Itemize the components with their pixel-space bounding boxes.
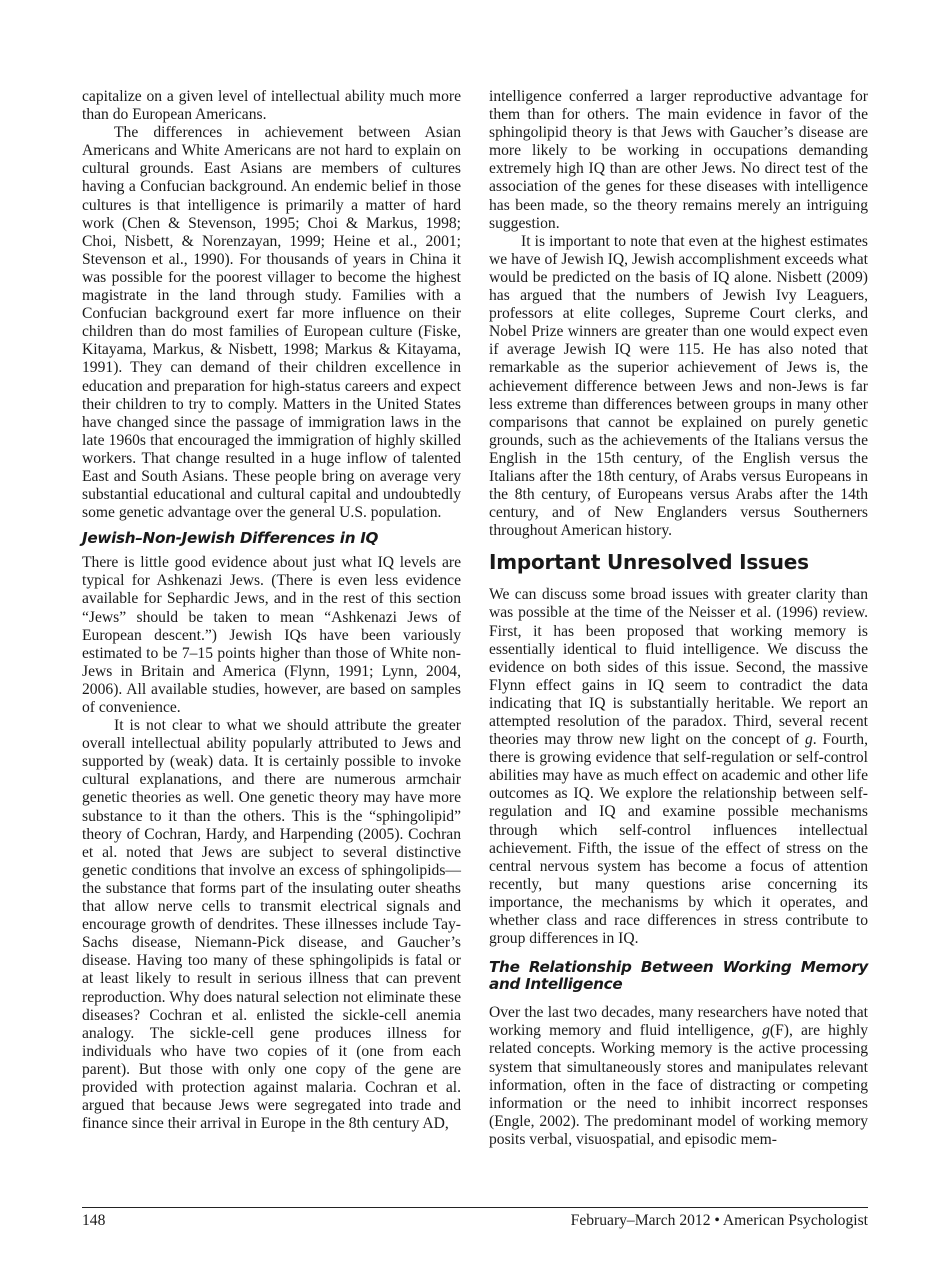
- body-paragraph: It is not clear to what we should attribute the greater overall intellectual ability popularly attributed to Jews and supported by (weak) data. It is certainly possible to invoke cultural explanations, and there are numerous armchair genetic theories as well. One genetic theory may have more substance to it than the others. This is the “sphingolipid” theory of Cochran, Hardy, and Harpending (2005). Cochran et al. noted that Jews are subject to several distinctive genetic conditions that involve an excess of sphingolipids—the substance that forms part of the insulating outer sheaths that allow nerve cells to transmit electrical signals and encourage growth of dendrites. These illnesses include Tay-Sachs disease, Niemann-Pick disease, and Gaucher’s disease. Having too many of these sphingolipids is fatal or at least likely to result in serious illness that can prevent reproduction. Why does natural selection not eliminate these diseases? Cochran et al. enlisted the sickle-cell anemia analogy. The sickle-cell gene produces illness for individuals who have two copies of it (one from each parent). But those with only one copy of the gene are provided with protection against malaria. Cochran et al. argued that because Jews were segregated into trade and finance since their arrival in Europe in the 8th century AD,: [82, 717, 461, 1133]
- journal-reference: February–March 2012 • American Psychologist: [570, 1212, 868, 1229]
- body-paragraph: intelligence conferred a larger reproductive advantage for them than for others. The main evidence in favor of the sphingolipid theory is that Jews with Gaucher’s disease are more likely to be working in occupations demanding extremely high IQ than are other Jews. No direct test of the association of the genes for these diseases with intelligence has been made, so the theory remains merely an intriguing suggestion.: [489, 88, 868, 232]
- page-number: 148: [82, 1212, 106, 1229]
- section-heading: Important Unresolved Issues: [489, 550, 809, 575]
- g-symbol: g: [804, 731, 813, 749]
- subsection-heading: Jewish–Non-Jewish Differences in IQ: [82, 529, 379, 548]
- body-paragraph: [489, 1004, 868, 1149]
- text-span: . Fourth, there is growing evidence that self-regulation or self-control abilities may have as much effect on academic and other life outcomes as IQ. We explore the relationship between self-regulation and IQ and examine possible mechanisms through which self-control influences intellectual achievement. Fifth, the issue of the effect of stress on the central nervous system has become a focus of attention recently, but many questions arise concerning its importance, the mechanisms by which it operates, and whether class and race differences in stress contribute to group differences in IQ.: [489, 731, 868, 948]
- text-span: We can discuss some broad issues with greater clarity than was possible at the time of the Neisser et al. (1996) review. First, it has been proposed that working memory is essentially identical to fluid intelligence. We discuss the evidence on both sides of this issue. Second, the massive Flynn effect gains in IQ seem to contradict the data indicating that IQ is substantially heritable. We report an attempted resolution of the paradox. Third, several recent theories may throw new light on the concept of: [489, 586, 868, 749]
- footer-rule: [82, 1207, 868, 1208]
- body-paragraph: There is little good evidence about just what IQ levels are typical for Ashkenazi Jews. (There is even less evidence available for Sephardic Jews, and in the rest of this section “Jews” should be taken to mean “Ashkenazi Jews of European descent.”) Jewish IQs have been variously estimated to be 7–15 points higher than those of White non-Jews in Britain and America (Flynn, 1991; Lynn, 2004, 2006). All available studies, however, are based on samples of convenience.: [82, 554, 461, 716]
- text-span: Over the last two decades, many researchers have noted that working memory and fluid intelligence,: [489, 1004, 868, 1040]
- text-span: (F), are highly related concepts. Working memory is the active processing system that simultaneously stores and manipulates relevant information, often in the face of distracting or competing information or the need to inhibit incorrect responses (Engle, 2002). The predominant model of working memory posits verbal, visuospatial, and episodic mem-: [489, 1022, 868, 1148]
- body-paragraph: [489, 586, 868, 948]
- body-paragraph: capitalize on a given level of intellectual ability much more than do European Americans.: [82, 88, 461, 124]
- body-paragraph: The differences in achievement between Asian Americans and White Americans are not hard to explain on cultural grounds. East Asians are members of cultures having a Confucian background. An endemic belief in those cultures is that intelligence is primarily a matter of hard work (Chen & Stevenson, 1995; Choi & Markus, 1998; Choi, Nisbett, & Norenzayan, 1999; Heine et al., 2001; Stevenson et al., 1990). For thousands of years in China it was possible for the poorest villager to become the highest magistrate in the land through study. Families with a Confucian background exert far more influence on their children than do most families of European culture (Fiske, Kitayama, Markus, & Nisbett, 1998; Markus & Kitayama, 1991). They can demand of their children excellence in education and preparation for high-status careers and expect their children to try to comply. Matters in the United States have changed since the passage of immigration laws in the late 1960s that encouraged the immigration of highly skilled workers. That change resulted in a huge inflow of talented East and South Asians. These people bring on average very substantial educational and cultural capital and undoubtedly some genetic advantage over the general U.S. population.: [82, 124, 461, 522]
- left-column: [82, 88, 461, 1133]
- body-paragraph: It is important to note that even at the highest estimates we have of Jewish IQ, Jewish accomplishment exceeds what would be predicted on the basis of IQ alone. Nisbett (2009) has argued that the numbers of Jewish Ivy Leaguers, professors at elite colleges, Supreme Court clerks, and Nobel Prize winners are greater than one would expect even if average Jewish IQ were 115. He has also noted that remarkable as the superior achievement of Jews is, the achievement difference between Jews and non-Jews is far less extreme than differences between groups in many other comparisons that cannot be explained on purely genetic grounds, such as the achievements of the Italians versus the English in the 15th century, of the English versus the Italians after the 18th century, of Arabs versus Europeans in the 8th century, of Europeans versus Arabs after the 14th century, and of New Englanders versus Southerners throughout American history.: [489, 232, 868, 540]
- g-symbol: g: [762, 1022, 770, 1040]
- right-column: [489, 88, 868, 1149]
- subsection-heading: The Relationship Between Working Memory and Intelligence: [489, 958, 868, 994]
